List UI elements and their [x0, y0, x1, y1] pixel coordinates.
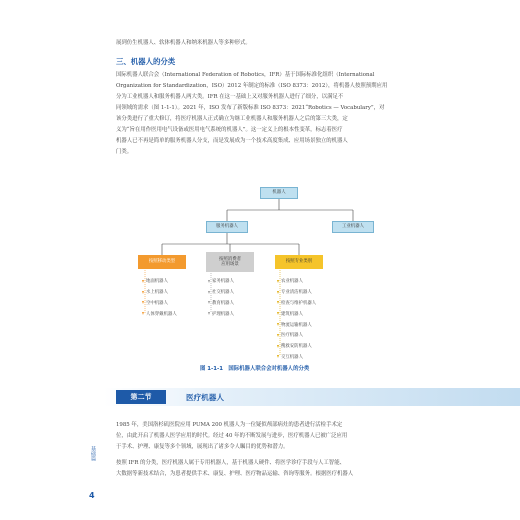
triangle-bullet-icon: [208, 301, 210, 304]
triangle-bullet-icon: [208, 291, 210, 294]
list-item: 地面机器人: [142, 276, 177, 287]
paragraph-line: Organization for Standardization，ISO）2012 年制定的标准（ISO 8373：2012），将机器人按照预期应用: [116, 83, 388, 89]
section-title: 三、机器人的分类: [116, 57, 176, 66]
triangle-bullet-icon: [277, 355, 279, 358]
triangle-bullet-icon: [208, 312, 210, 315]
list-item: 检查与维护机器人: [277, 298, 316, 309]
paragraph-line: 1985 年，美国洛杉矶医院应用 PUMA 200 机器人为一位疑似颅部病灶的患者进行活检手术定: [116, 422, 343, 428]
list-item: 空中机器人: [142, 298, 177, 309]
list-item: 护理机器人: [208, 308, 234, 319]
paragraph-line: 机器人已不再是简单的服务机器人分支，而是发展成为一个技术高度集成、应用场景独立的机器人: [116, 138, 348, 144]
consumer-list: [208, 276, 234, 319]
triangle-bullet-icon: [277, 323, 279, 326]
intro-continuation: 展到仿生机器人、软体机器人和纳米机器人等多种形式。: [116, 40, 251, 46]
paragraph-line: 门类。: [116, 149, 133, 155]
triangle-bullet-icon: [277, 280, 279, 283]
node-industrial-robot: 工业机器人: [332, 221, 374, 233]
section-number-label: 第二节: [116, 390, 166, 404]
figure-caption: 图 1-1-1 国际机器人联合会对机器人的分类: [200, 366, 310, 372]
list-item: 社交机器人: [208, 287, 234, 298]
section-header-band: [104, 388, 520, 406]
list-item: 交互机器人: [277, 352, 316, 363]
triangle-bullet-icon: [277, 334, 279, 337]
list-item: 水上机器人: [142, 287, 177, 298]
part-side-tab: 基础篇: [90, 446, 96, 461]
mobility-list: [142, 276, 177, 319]
triangle-bullet-icon: [142, 280, 144, 283]
triangle-bullet-icon: [277, 312, 279, 315]
list-item: 人体穿戴机器人: [142, 308, 177, 319]
paragraph-line: 该分类进行了重大修订，将医疗机器人正式确立为继工业机器人和服务机器人之后的第三大类，定: [116, 116, 348, 122]
category-consumer: 按照消费者 应用场景: [206, 252, 254, 272]
triangle-bullet-icon: [142, 301, 144, 304]
node-robot: 机器人: [260, 187, 298, 199]
list-item: 农业机器人: [277, 276, 316, 287]
page-number: 4: [89, 491, 95, 500]
paragraph-line: 分为工业机器人和服务机器人两大类。IFR 在这一基础上又对服务机器人进行了细分，以满足不: [116, 94, 344, 100]
triangle-bullet-icon: [208, 280, 210, 283]
node-service-robot: 服务机器人: [206, 221, 248, 233]
list-item: 物流运输机器人: [277, 319, 316, 330]
paragraph-line: 按照 IFR 的分类，医疗机器人属于专用机器人，基于机器人硬件、将医学诊疗手段与人工智能、: [116, 460, 345, 466]
paragraph-line: 国际机器人联合会（International Federation of Robotics，IFR）基于国际标准化组织（International: [116, 72, 375, 78]
list-item: 家务机器人: [208, 276, 234, 287]
paragraph-line: 大数据等新技术结合，为患者提供手术、康复、护理、医疗物品运输、咨询等服务。根据医疗机器人: [116, 471, 354, 477]
category-professional: 按照专业类别: [275, 255, 323, 269]
section-header-title: 医疗机器人: [186, 392, 224, 402]
triangle-bullet-icon: [142, 291, 144, 294]
paragraph-line: 位，由此开启了机器人医学应用的时代。经过 40 年的不断发展与进步，医疗机器人已被广泛应用: [116, 433, 348, 439]
triangle-bullet-icon: [277, 345, 279, 348]
triangle-bullet-icon: [277, 291, 279, 294]
paragraph-line: 义为“旨在用作医用电气设备或医用电气系统的机器人”。这一定义上的根本性变革，标志着医疗: [116, 127, 343, 133]
list-item: 教育机器人: [208, 298, 234, 309]
triangle-bullet-icon: [142, 312, 144, 315]
list-item: 搜救安防机器人: [277, 341, 316, 352]
professional-list: [277, 276, 316, 362]
paragraph-line: 于手术、护理、康复等多个领域，展现出了诸多令人瞩目的优势和潜力。: [116, 444, 289, 450]
list-item: 建筑机器人: [277, 308, 316, 319]
triangle-bullet-icon: [277, 301, 279, 304]
list-item: 专业清洁机器人: [277, 287, 316, 298]
category-mobility: 按照移动类型: [138, 255, 186, 269]
list-item: 医疗机器人: [277, 330, 316, 341]
paragraph-line: 同领域的需求（图 1-1-1）。2021 年，ISO 发布了新版标准 ISO 8373：2021“Robotics — Vocabulary”，对: [116, 105, 385, 111]
